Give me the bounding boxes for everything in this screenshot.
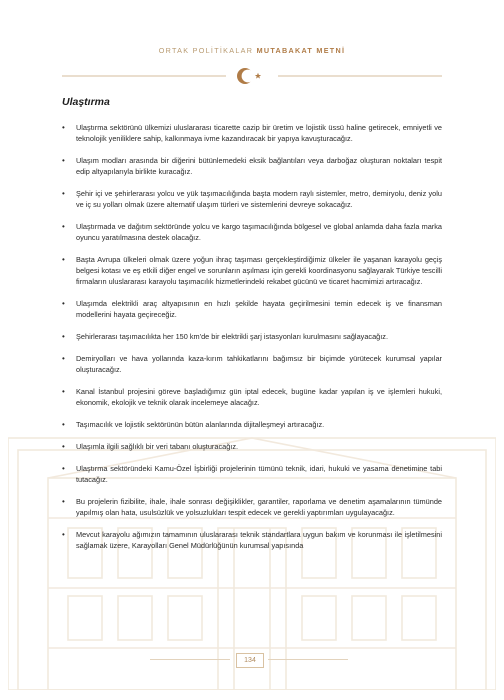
list-item: • Ulaştırmada ve dağıtım sektöründe yolcu ve kargo taşımacılığında bölgesel ve global anlamda daha fazla marka oyuncu yaratılmasına destek olacağız. bbox=[62, 221, 442, 243]
list-item: • Ulaşımla ilgili sağlıklı bir veri tabanı oluşturacağız. bbox=[62, 441, 442, 452]
running-header bbox=[0, 46, 504, 55]
list-item: • Mevcut karayolu ağımızın tamamının uluslararası teknik standartlara uygun bakım ve korunması ile işletilmesini sağlamak üzere, Karayolları Genel Müdürlüğünün kurumsal yapısında bbox=[62, 529, 442, 551]
list-item: • Bu projelerin fizibilite, ihale, ihale sonrası değişiklikler, garantiler, raporlama ve denetim aşamalarının tümünde yapılmış olan hata, usulsüzlük ve yolsuzlukları tespit edecek ve gerekli yaptırımları uygulayacağız. bbox=[62, 496, 442, 518]
page-number: 134 bbox=[236, 653, 264, 668]
list-item: • Ulaşımda elektrikli araç altyapısının en hızlı şekilde hayata geçirilmesini temin edecek iş ve finansman modellerini hayata geçireceğiz. bbox=[62, 298, 442, 320]
list-item: • Taşımacılık ve lojistik sektörünün bütün alanlarında dijitalleşmeyi artıracağız. bbox=[62, 419, 442, 430]
crescent-star-ornament bbox=[62, 66, 442, 86]
list-item: • Başta Avrupa ülkeleri olmak üzere yoğun ihraç taşıması gerçekleştirdiğimiz ülkeler ile yaşanan karayolu geçiş belgesi kotası ve eş etkili diğer engel ve sorunların aşılması için gerekli koordinasyonu sağlayarak Türkiye tescilli firmaların uluslararası karayolu taşımacılık hizmetlerindeki rekabet gücünü ve ticaret hacmimizi artıracağız. bbox=[62, 254, 442, 288]
list-item: • Ulaştırma sektörünü ülkemizi uluslararası ticarette cazip bir üretim ve lojistik üssü haline getirecek, emniyetli ve teknolojik yeniliklere sahip, kalkınmaya ivme kazandıracak bir yapıya kavuşturacağız. bbox=[62, 122, 442, 144]
star-icon bbox=[255, 73, 261, 79]
page-number-rule-right bbox=[268, 659, 348, 660]
header-left: ORTAK POLİTİKALAR bbox=[158, 46, 254, 55]
list-item: • Şehirlerarası taşımacılıkta her 150 km'de bir elektrikli şarj istasyonları kurulmasını sağlayacağız. bbox=[62, 331, 442, 342]
list-item: • Demiryolları ve hava yollarında kaza-kırım tahkikatlarını bağımsız bir biçimde yürütecek kurumsal yapılar oluşturacağız. bbox=[62, 353, 442, 375]
bullet-list bbox=[62, 122, 442, 562]
list-item: • Şehir içi ve şehirlerarası yolcu ve yük taşımacılığında başta modern raylı sistemler, metro, demiryolu, deniz yolu ve iç su yolları olmak üzere alternatif ulaşım türleri ve sistemlerini devreye sokacağız. bbox=[62, 188, 442, 210]
page-number-rule-left bbox=[150, 659, 230, 660]
section-title: Ulaştırma bbox=[62, 96, 110, 108]
list-item: • Ulaşım modları arasında bir diğerini bütünlemedeki eksik bağlantıları veya darboğaz oluşturan noktaları tespit edip altyapılarıyla birlikte kuracağız. bbox=[62, 155, 442, 177]
list-item: • Kanal İstanbul projesini göreve başladığımız gün iptal edecek, bugüne kadar yapılan iş ve işlemleri hukuki, ekonomik, ekolojik ve teknik olarak incelemeye alacağız. bbox=[62, 386, 442, 408]
list-item: • Ulaştırma sektöründeki Kamu-Özel İşbirliği projelerinin tümünü teknik, idari, hukuki ve yasama denetimine tabi tutacağız. bbox=[62, 463, 442, 485]
header-right: MUTABAKAT METNİ bbox=[256, 46, 346, 55]
